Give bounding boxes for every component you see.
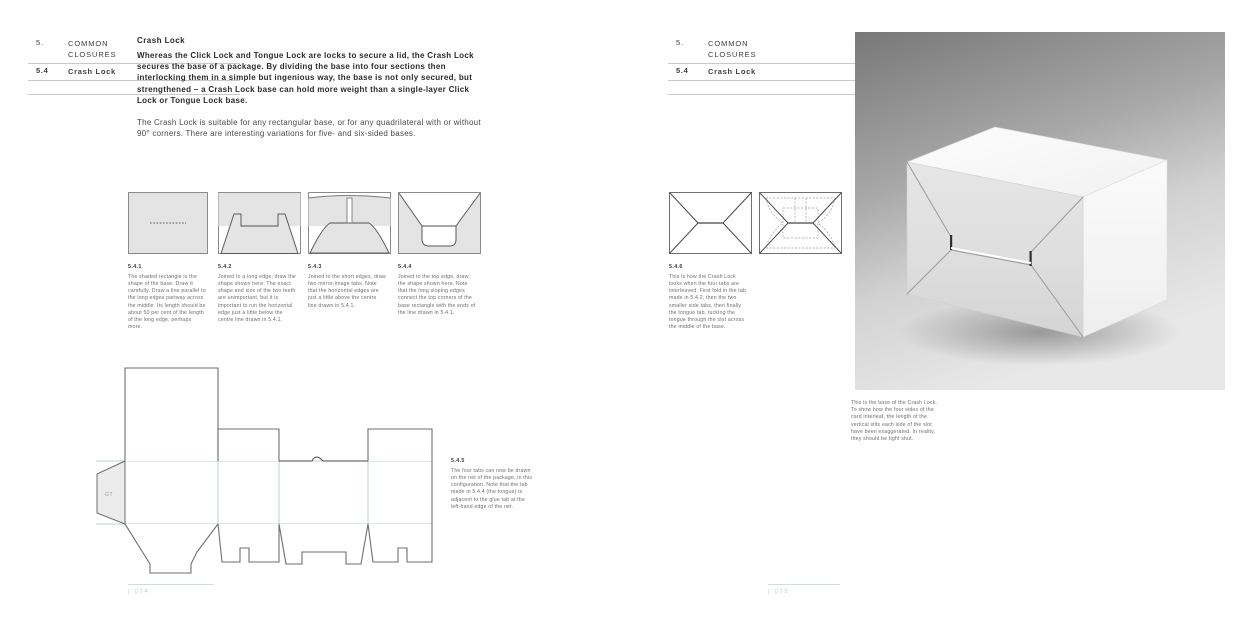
chapter-title-line1: COMMON [708,39,749,48]
caption-5-4-3 [308,264,386,310]
caption-number: 5.4.5 [451,458,465,464]
folio-mark: | [768,589,772,595]
figure-5-4-4 [398,192,481,254]
chapter-title-line2: CLOSURES [68,50,117,59]
caption-text: Joined to the short edges, draw two mirror-image tabs. Note that the horizontal edges are just a little above the centre line drawn in 5.4.1. [308,273,386,309]
running-head-rule-bottom [668,94,880,95]
body-lead: Whereas the Click Lock and Tongue Lock are locks to secure a lid, the Crash Lock secures the base of a package. By dividing the base into four sections then interlocking them in a simple but ingenious way, the base is not only secured, but strengthened – a Crash Lock base can hold more weight than a single-layer Click Lock or Tongue Lock base. [137,51,474,105]
section-title: Crash Lock [708,67,756,76]
caption-5-4-6 [669,264,747,331]
caption-text: Joined to a long edge, draw the shape shown here. The exact shape and size of the two teeth are unimportant, but it is important to run the horizontal edge just a little below the centre line drawn in 5.4.1. [218,273,296,323]
running-head-section-row [668,64,880,80]
caption-5-4-1 [128,264,206,331]
running-head-spacer [668,81,880,94]
running-head-chapter-row [668,36,880,63]
figure-5-4-5-net [96,358,444,585]
folio-left [128,589,149,595]
caption-number: 5.4.4 [398,264,412,270]
caption-text: The shaded rectangle is the shape of the base. Draw it carefully. Draw a line parallel to the long edges partway across the middle. Its length should be about 50 per cent of the length of the long edge, perhaps more. [128,273,206,331]
caption-number: 5.4.3 [308,264,322,270]
caption-number: 5.4.1 [128,264,142,270]
section-number: 5.4 [676,66,689,75]
caption-5-4-4 [398,264,476,317]
figure-5-4-6-a [669,192,752,254]
caption-number: 5.4.6 [669,264,683,270]
folio-number: 075 [774,589,790,595]
left-page [0,0,623,624]
caption-5-4-5 [451,458,533,511]
body-paragraph: The Crash Lock is suitable for any rectangular base, or for any quadrilateral with or without 90° corners. There are interesting variations for five- and six-sided bases. [137,118,481,139]
caption-text: This is how the Crash Lock looks when the four tabs are interleaved. First fold in the tab made in 5.4.2, then the two smaller side tabs, then finally the tongue tab, tucking the tongue through the slot across the middle of the base. [669,273,747,331]
chapter-number: 5. [36,38,45,47]
crash-lock-photograph [855,32,1225,390]
figure-5-4-3 [308,192,391,254]
folio-right [768,589,789,595]
chapter-number: 5. [676,38,685,47]
photo-caption-text: This is the base of the Crash Lock. To show how the four sides of the card interleaf, the length of the vertical slits each side of the slot have been exaggerated. In reality, they should be tight shut. [851,400,938,443]
caption-5-4-2 [218,264,296,324]
running-head-right [668,36,880,95]
caption-text: The four tabs can now be drawn on the net of the package, in this configuration. Note that the tab made in 5.4.4 (the tongue) is adjacent to the glue tab at the left-hand edge of the net. [451,467,533,510]
net-glue-tab-label: GT [105,492,114,498]
folio-mark: | [128,589,132,595]
caption-number: 5.4.2 [218,264,232,270]
body-column [137,36,489,139]
figure-5-4-6-b [759,192,842,254]
caption-text: Joined to the top edge, draw the shape shown here. Note that the long sloping edges connect the top corners of the base rectangle with the ends of the line drawn in 5.4.1. [398,273,476,316]
photo-caption [851,400,939,443]
figure-5-4-1 [128,192,208,254]
folio-rule-right [768,584,840,585]
figure-5-4-2 [218,192,301,254]
chapter-title-line2: CLOSURES [708,50,757,59]
section-number: 5.4 [36,66,49,75]
folio-number: 074 [134,589,150,595]
chapter-title-line1: COMMON [68,39,109,48]
body-title: Crash Lock [137,36,186,45]
section-title: Crash Lock [68,67,116,76]
folio-rule-left [128,584,214,585]
right-page [623,0,1247,624]
